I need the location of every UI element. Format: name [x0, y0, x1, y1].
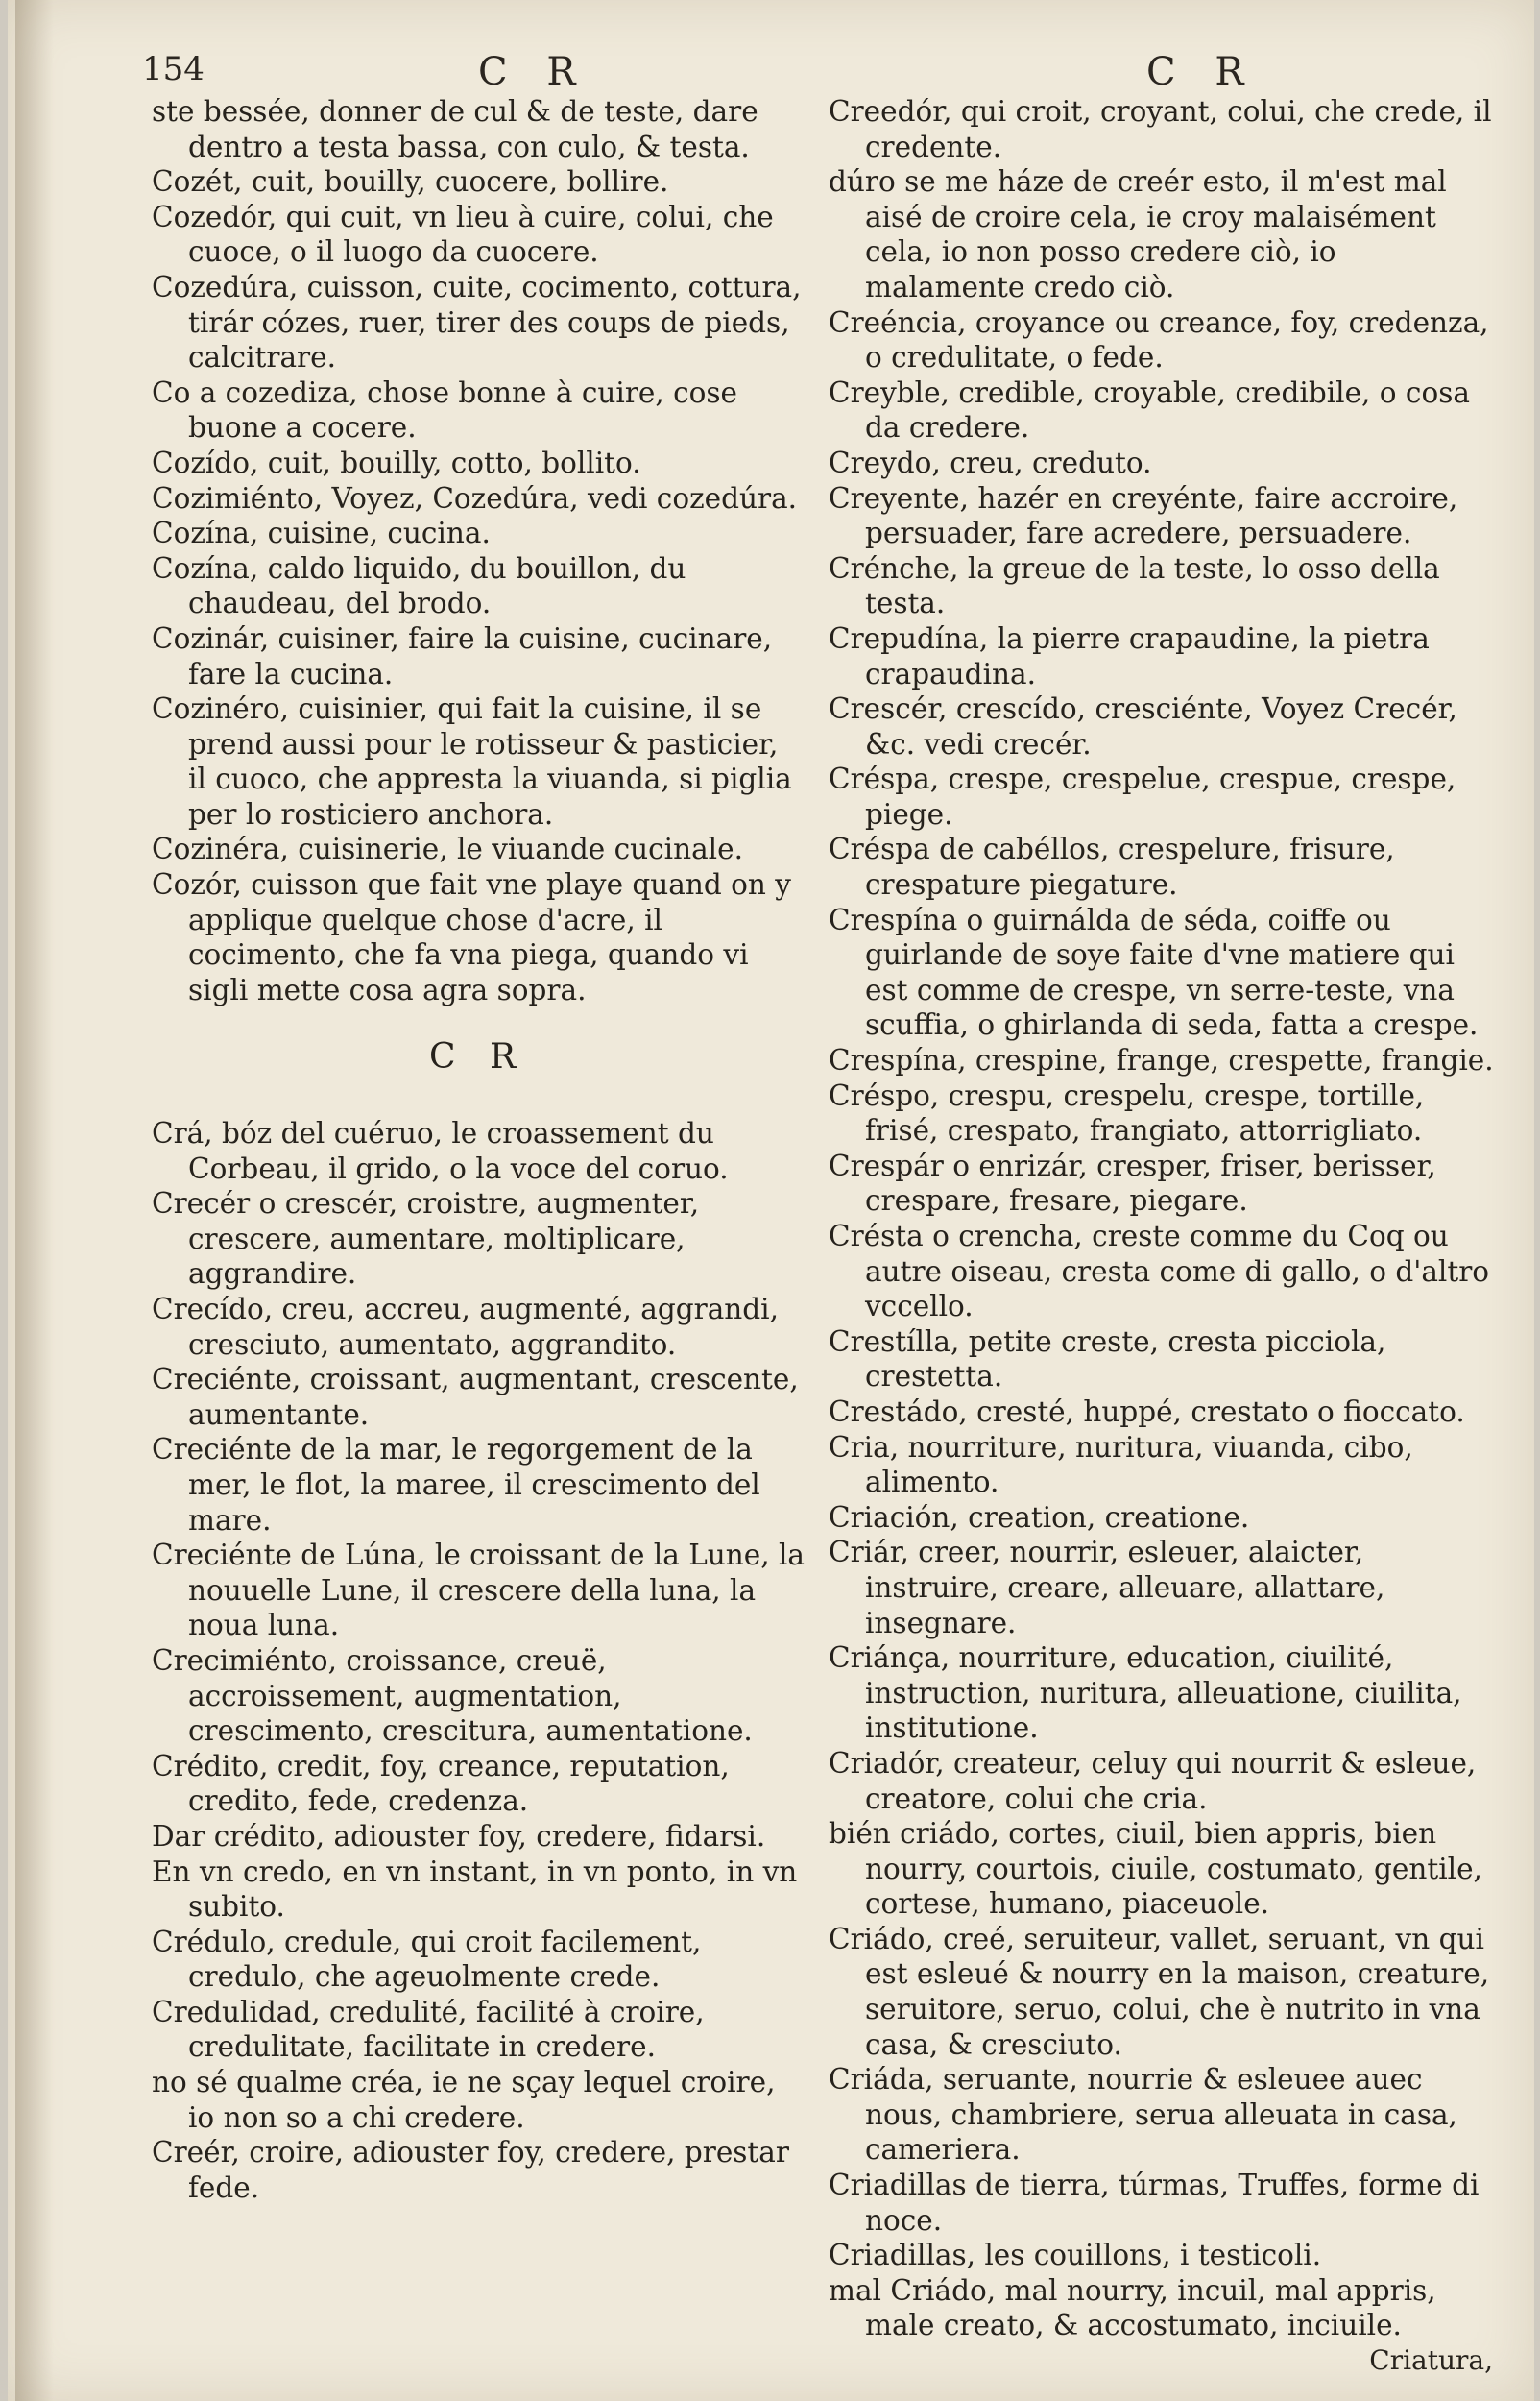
- dictionary-entry: Créspo, crespu, crespelu, crespe, tortille, frisé, crespato, frangiato, attorrigliato.: [829, 1079, 1425, 1148]
- dictionary-entry: Cozinéra, cuisinerie, le viuande cucinale.: [152, 833, 743, 866]
- dictionary-entry: Cozína, cuisine, cucina.: [152, 517, 491, 550]
- right-column: [829, 94, 1501, 2379]
- dictionary-entry: Creciénte de la mar, le regorgement de la mer, le flot, la maree, il crescimento del mare.: [152, 1433, 760, 1537]
- dictionary-entry: Creér, croire, adiouster foy, credere, prestar fede.: [152, 2136, 789, 2204]
- dictionary-entry: En vn credo, en vn instant, in vn ponto, in vn subito.: [152, 1855, 798, 1924]
- page-number: 154: [142, 50, 205, 88]
- dictionary-entry: Crepudína, la pierre crapaudine, la pietra crapaudina.: [829, 621, 1430, 691]
- dictionary-entry: Criadillas, les couillons, i testicoli.: [829, 2239, 1322, 2272]
- dictionary-entry: Crésta o crencha, creste comme du Coq ou autre oiseau, cresta come di gallo, o d'altro vccello.: [829, 1220, 1490, 1323]
- dictionary-entry: Crespár o enrizár, cresper, friser, berisser, crespare, fresare, piegare.: [829, 1149, 1436, 1218]
- dictionary-entry: Crestádo, cresté, huppé, crestato o fioccato.: [829, 1395, 1465, 1428]
- dictionary-entry: Créspa de cabéllos, crespelure, frisure, crespature piegature.: [829, 833, 1395, 902]
- dictionary-entry: Cozedór, qui cuit, vn lieu à cuire, colui, che cuoce, o il luogo da cuocere.: [152, 200, 774, 269]
- dictionary-entry: Credulidad, credulité, facilité à croire, credulitate, facilitate in credere.: [152, 1995, 705, 2064]
- dictionary-entry: Creéncia, croyance ou creance, foy, credenza, o credulitate, o fede.: [829, 305, 1489, 375]
- right-entries: [829, 94, 1501, 2343]
- dictionary-entry: Crédito, credit, foy, creance, reputation, credito, fede, credenza.: [152, 1749, 730, 1818]
- binding-shadow: [15, 0, 54, 2401]
- dictionary-entry: Dar crédito, adiouster foy, credere, fidarsi.: [152, 1819, 766, 1853]
- dictionary-entry: Cozór, cuisson que fait vne playe quand on y applique quelque chose d'acre, il cocimento, che fa vna piega, quando vi sigli mette cosa agra sopra.: [152, 868, 791, 1006]
- dictionary-entry: Criadór, createur, celuy qui nourrit & esleue, creatore, colui che cria.: [829, 1746, 1477, 1815]
- dictionary-entry: Crecído, creu, accreu, augmenté, aggrandi, cresciuto, aumentato, aggrandito.: [152, 1293, 779, 1361]
- dictionary-entry: dúro se me háze de creér esto, il m'est mal aisé de croire cela, ie croy malaisément cela, io non posso credere ciò, io malamente credo ciò.: [829, 165, 1447, 303]
- dictionary-entry: Cozinár, cuisiner, faire la cuisine, cucinare, fare la cucina.: [152, 621, 773, 691]
- dictionary-entry: Criánça, nourriture, education, ciuilité, instruction, nuritura, alleuatione, ciuilita, institutione.: [829, 1641, 1462, 1745]
- left-running-head: C R: [478, 50, 590, 94]
- dictionary-entry: Cozína, caldo liquido, du bouillon, du chaudeau, del brodo.: [152, 551, 686, 620]
- dictionary-entry: Creydo, creu, creduto.: [829, 446, 1152, 479]
- right-running-head: C R: [1146, 50, 1258, 94]
- dictionary-entry: Creyble, credible, croyable, credibile, o cosa da credere.: [829, 376, 1470, 445]
- dictionary-entry: Crestílla, petite creste, cresta picciola, crestetta.: [829, 1324, 1386, 1394]
- dictionary-entry: mal Criádo, mal nourry, incuil, mal appris, male creato, & accostumato, inciuile.: [829, 2273, 1436, 2342]
- dictionary-entry: Criáda, seruante, nourrie & esleuee auec nous, chambriere, serua alleuata in casa, cameriera.: [829, 2063, 1457, 2167]
- dictionary-entry: Cozedúra, cuisson, cuite, cocimento, cottura, tirár cózes, ruer, tirer des coups de pieds, calcitrare.: [152, 270, 802, 375]
- left-column: [152, 94, 805, 2205]
- dictionary-entry: Criación, creation, creatione.: [829, 1500, 1250, 1534]
- section-heading: C R: [428, 1037, 528, 1078]
- dictionary-entry: bién criádo, cortes, ciuil, bien appris, bien nourry, courtois, ciuile, costumato, gentile, cortese, humano, piaceuole.: [829, 1817, 1482, 1921]
- dictionary-entry: Criadillas de tierra, túrmas, Truffes, forme di noce.: [829, 2169, 1480, 2237]
- dictionary-entry: Co a cozediza, chose bonne à cuire, cose buone a cocere.: [152, 376, 738, 445]
- dictionary-entry: Cozét, cuit, bouilly, cuocere, bollire.: [152, 165, 669, 199]
- dictionary-entry: Crecimiénto, croissance, creuë, accroissement, augmentation, crescimento, crescitura, aumentatione.: [152, 1643, 753, 1748]
- dictionary-entry: Criár, creer, nourrir, esleuer, alaicter, instruire, creare, alleuare, allattare, insegnare.: [829, 1536, 1385, 1639]
- dictionary-entry: Crédulo, credule, qui croit facilement, credulo, che ageuolmente crede.: [152, 1925, 702, 1994]
- dictionary-entry: Crá, bóz del cuéruo, le croassement du Corbeau, il grido, o la voce del coruo.: [152, 1117, 729, 1185]
- dictionary-entry: ste bessée, donner de cul & de teste, dare dentro a testa bassa, con culo, & testa.: [152, 95, 758, 163]
- dictionary-page: [8, 0, 1534, 2401]
- catchword: Criatura,: [1369, 2344, 1493, 2376]
- dictionary-entry: Creyente, hazér en creyénte, faire accroire, persuader, fare acredere, persuadere.: [829, 481, 1458, 550]
- dictionary-entry: no sé qualme créa, ie ne sçay lequel croire, io non so a chi credere.: [152, 2066, 776, 2134]
- dictionary-entry: Crespína o guirnálda de séda, coiffe ou guirlande de soye faite d'vne matiere qui est comme de crespe, vn serre-teste, vna scuffia, o ghirlanda di seda, fatta a crespe.: [829, 903, 1479, 1042]
- dictionary-entry: Créspa, crespe, crespelue, crespue, crespe, piege.: [829, 763, 1456, 831]
- dictionary-entry: Creciénte, croissant, augmentant, crescente, aumentante.: [152, 1363, 799, 1431]
- left-entries-cr: [152, 1116, 805, 2205]
- dictionary-entry: Crescér, crescído, cresciénte, Voyez Crecér, &c. vedi crecér.: [829, 692, 1457, 761]
- dictionary-entry: Criádo, creé, seruiteur, vallet, seruant, vn qui est esleué & nourry en la maison, creature, seruitore, seruo, colui, che è nutrito in vna casa, & cresciuto.: [829, 1922, 1490, 2061]
- dictionary-entry: Cria, nourriture, nuritura, viuanda, cibo, alimento.: [829, 1430, 1413, 1499]
- dictionary-entry: Cozído, cuit, bouilly, cotto, bollito.: [152, 446, 641, 479]
- dictionary-entry: Crecér o crescér, croistre, augmenter, crescere, aumentare, moltiplicare, aggrandire.: [152, 1187, 700, 1291]
- dictionary-entry: Cozinéro, cuisinier, qui fait la cuisine, il se prend aussi pour le rotisseur & pasticier, il cuoco, che appresta la viuanda, si piglia per lo rosticiero anchora.: [152, 692, 792, 831]
- dictionary-entry: Creedór, qui croit, croyant, colui, che crede, il credente.: [829, 95, 1492, 163]
- left-entries: [152, 94, 805, 1007]
- dictionary-entry: Crespína, crespine, frange, crespette, frangie.: [829, 1044, 1494, 1078]
- dictionary-entry: Cozimiénto, Voyez, Cozedúra, vedi cozedúra.: [152, 481, 798, 515]
- dictionary-entry: Crénche, la greue de la teste, lo osso della testa.: [829, 551, 1440, 620]
- dictionary-entry: Creciénte de Lúna, le croissant de la Lune, la nouuelle Lune, il crescere della luna, la noua luna.: [152, 1539, 806, 1642]
